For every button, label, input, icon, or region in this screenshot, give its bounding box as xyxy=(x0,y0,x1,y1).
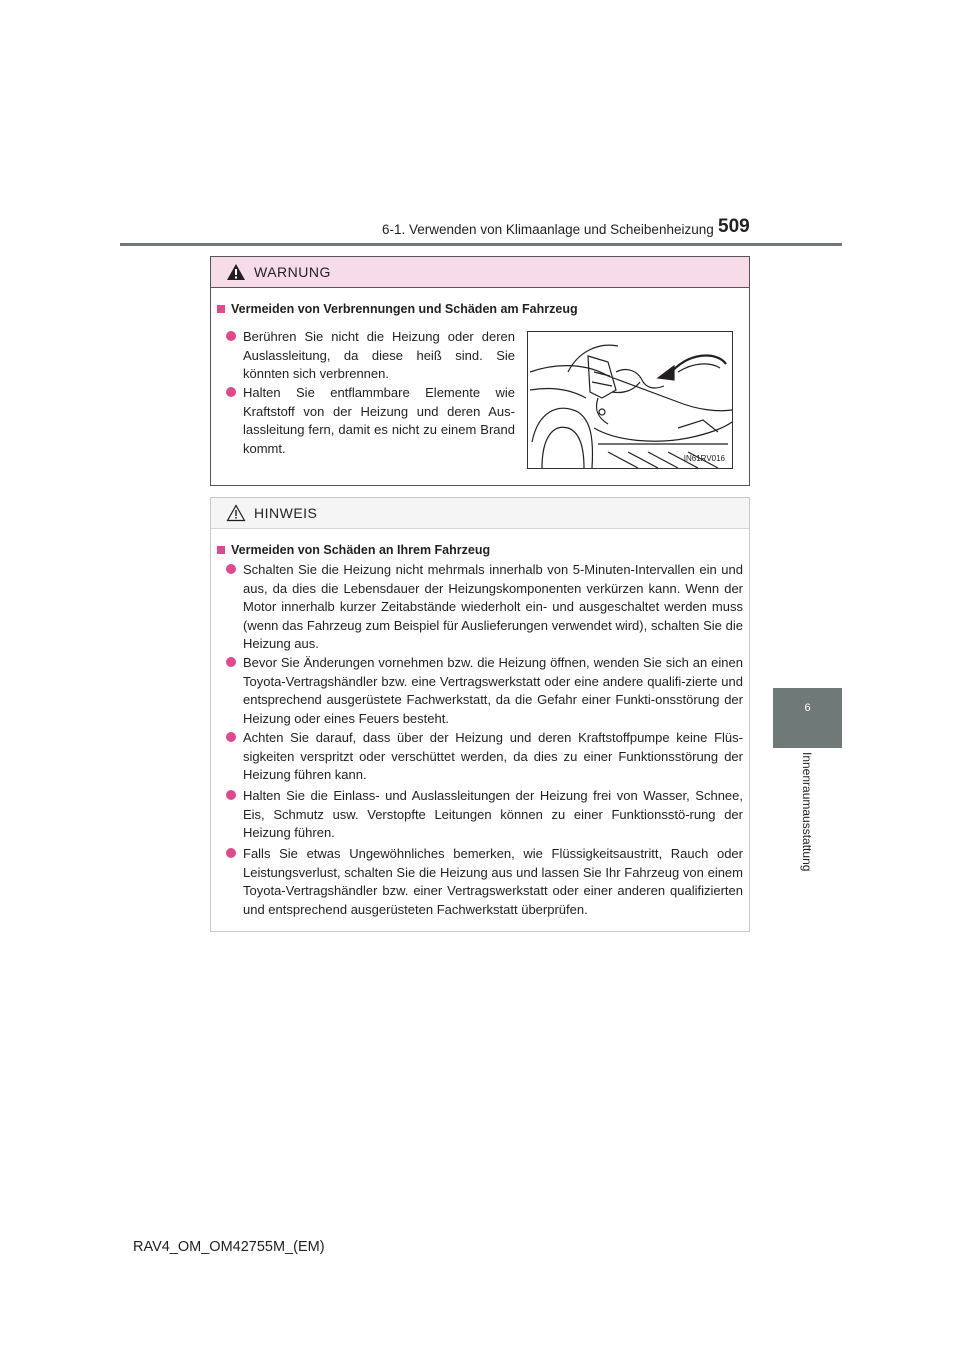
notice-bullet: Bevor Sie Änderungen vornehmen bzw. die Heizung öffnen, wenden Sie sich an einen Toyota-Vertragshändler bzw. eine Vertragswerkstatt oder eine andere qualifi-zierte und entsprechend ausgerüstete Fachwerkstatt, da die Gefahr einer Funkti-onsstörung der Heizung oder eines Feuers besteht. xyxy=(243,654,743,728)
warning-box xyxy=(210,256,750,486)
heater-illustration xyxy=(527,331,733,469)
notice-box xyxy=(210,497,750,932)
notice-bullet: Schalten Sie die Heizung nicht mehrmals innerhalb von 5-Minuten-Intervallen ein und aus, da dies die Lebensdauer der Heizungskomponenten verkürzen kann. Wenn der Motor innerhalb kurzer Zeitabstände wiederholt ein- und ausgeschaltet werden muss (wenn das Fahrzeug zum Beispiel für Auslieferungen verwendet wird), schalten Sie die Heizung aus. xyxy=(243,561,743,654)
notice-section-title: Vermeiden von Schäden an Ihrem Fahrzeug xyxy=(217,543,490,557)
chapter-label: Innenraumausstattung xyxy=(800,752,814,872)
bullet-dot-icon xyxy=(226,732,236,742)
page-number: 509 xyxy=(718,216,750,237)
footer-manual-code: RAV4_OM_OM42755M_(EM) xyxy=(133,1239,325,1255)
warning-triangle-icon xyxy=(226,263,246,281)
warning-heading: WARNUNG xyxy=(254,264,331,280)
bullet-dot-icon xyxy=(226,387,236,397)
chapter-tab[interactable] xyxy=(773,688,842,748)
bullet-dot-icon xyxy=(226,331,236,341)
header-rule xyxy=(120,243,842,246)
section-square-icon xyxy=(217,546,225,554)
notice-bullet: Achten Sie darauf, dass über der Heizung und deren Kraftstoffpumpe keine Flüs-sigkeiten verspritzt oder verschüttet werden, da dies zu einer Funktionsstörung der Heizung führen kann. xyxy=(243,729,743,785)
warning-bullet: Halten Sie entflammbare Elemente wie Kraftstoff von der Heizung und deren Aus-lassleitung fern, damit es nicht zu einem Brand kommt. xyxy=(243,384,515,458)
notice-heading: HINWEIS xyxy=(254,505,318,521)
bullet-dot-icon xyxy=(226,790,236,800)
caution-triangle-icon xyxy=(226,504,246,522)
warning-section-title: Vermeiden von Verbrennungen und Schäden am Fahrzeug xyxy=(217,302,578,316)
figure-code: IN61RV016 xyxy=(683,454,725,463)
page-header-title: 6-1. Verwenden von Klimaanlage und Scheibenheizung xyxy=(382,222,714,237)
warning-header xyxy=(211,257,749,288)
chapter-number: 6 xyxy=(804,702,811,714)
bullet-dot-icon xyxy=(226,564,236,574)
warning-bullet: Berühren Sie nicht die Heizung oder deren Auslassleitung, da diese heiß sind. Sie könnten sich verbrennen. xyxy=(243,328,515,384)
bullet-dot-icon xyxy=(226,657,236,667)
section-square-icon xyxy=(217,305,225,313)
bullet-dot-icon xyxy=(226,848,236,858)
notice-header xyxy=(211,498,749,529)
car-heater-drawing xyxy=(528,332,732,468)
notice-bullet: Falls Sie etwas Ungewöhnliches bemerken, wie Flüssigkeitsaustritt, Rauch oder Leistungsverlust, schalten Sie die Heizung aus und lassen Sie Ihr Fahrzeug von einem Toyota-Vertragshändler bzw. einer Vertragswerkstatt oder einer anderen qualifizierten und entsprechend ausgerüsteten Fachwerkstatt überprüfen. xyxy=(243,845,743,919)
notice-bullet: Halten Sie die Einlass- und Auslassleitungen der Heizung frei von Wasser, Schnee, Eis, Schmutz usw. Verstopfte Leitungen können zu einer Funktionsstö-rung der Heizung führen. xyxy=(243,787,743,843)
